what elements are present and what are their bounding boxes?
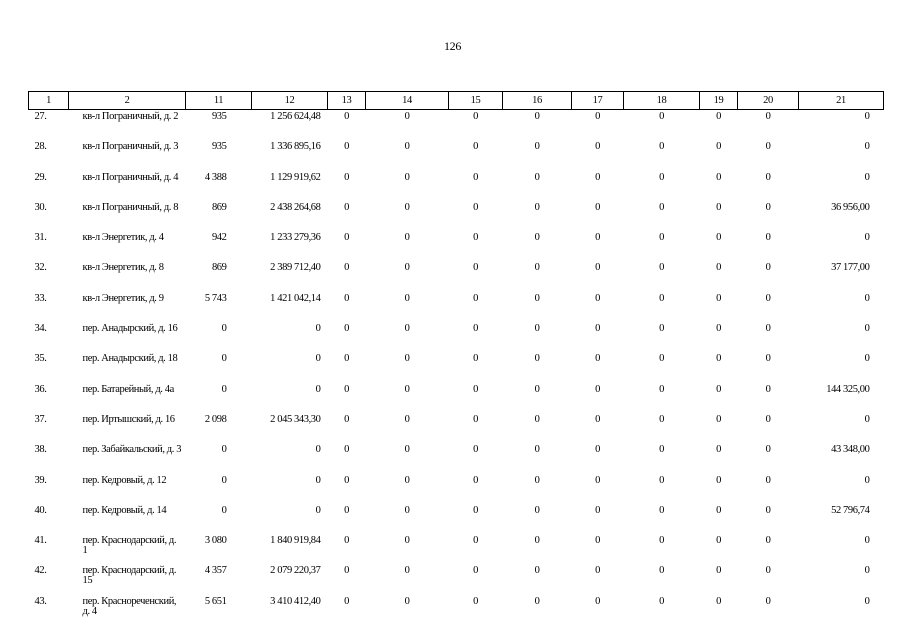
cell-col-12: 2 079 220,37 <box>270 565 321 577</box>
column-header: 20 <box>738 92 799 110</box>
cell-col-16: 0 <box>534 323 540 335</box>
cell-col-15: 0 <box>473 504 478 516</box>
table-row <box>29 261 884 291</box>
cell-col-11: 0 <box>221 323 227 335</box>
cell-col-12: 2 389 712,40 <box>270 262 321 274</box>
cell-col-20: 0 <box>765 232 771 244</box>
data-table <box>28 91 884 625</box>
table-row <box>29 231 884 261</box>
cell-col-13: 0 <box>344 353 349 365</box>
cell-col-14: 0 <box>404 595 410 607</box>
row-number: 34. <box>34 323 47 335</box>
cell-col-12: 1 421 042,14 <box>270 292 321 304</box>
header-row <box>29 92 884 110</box>
cell-col-12: 1 336 895,16 <box>270 141 321 153</box>
cell-col-16: 0 <box>534 413 540 425</box>
cell-col-19: 0 <box>716 292 721 304</box>
cell-col-11: 0 <box>221 504 227 516</box>
table-row <box>29 443 884 473</box>
cell-col-14: 0 <box>404 111 410 122</box>
cell-col-21: 36 956,00 <box>831 201 870 213</box>
address-cell: пер. Батарейный, д. 4а <box>82 383 174 395</box>
cell-col-20: 0 <box>765 201 771 213</box>
cell-col-21: 0 <box>864 595 870 607</box>
cell-col-11: 0 <box>221 353 227 365</box>
table-row <box>29 383 884 413</box>
cell-col-15: 0 <box>473 535 478 547</box>
cell-col-18: 0 <box>659 565 664 577</box>
cell-col-12: 0 <box>315 474 321 486</box>
cell-col-18: 0 <box>659 171 664 183</box>
cell-col-17: 0 <box>595 474 600 486</box>
cell-col-20: 0 <box>765 504 771 516</box>
cell-col-14: 0 <box>404 353 410 365</box>
address-cell: кв-л Пограничный, д. 8 <box>82 201 179 213</box>
row-number: 40. <box>34 504 47 516</box>
cell-col-14: 0 <box>404 474 410 486</box>
cell-col-21: 0 <box>864 292 870 304</box>
cell-col-18: 0 <box>659 323 664 335</box>
cell-col-13: 0 <box>344 474 349 486</box>
cell-col-14: 0 <box>404 565 410 577</box>
cell-col-15: 0 <box>473 444 478 456</box>
cell-col-17: 0 <box>595 535 600 547</box>
cell-col-15: 0 <box>473 171 478 183</box>
table-row <box>29 595 884 625</box>
table-row <box>29 534 884 564</box>
address-cell: пер. Краснореченский, д. 4 <box>82 595 177 617</box>
cell-col-11: 942 <box>211 232 227 244</box>
cell-col-13: 0 <box>344 504 349 516</box>
cell-col-17: 0 <box>595 565 600 577</box>
cell-col-18: 0 <box>659 444 664 456</box>
cell-col-12: 1 256 624,48 <box>270 111 321 122</box>
table-row <box>29 292 884 322</box>
cell-col-12: 1 233 279,36 <box>270 232 321 244</box>
row-number: 43. <box>34 595 47 607</box>
cell-col-20: 0 <box>765 141 771 153</box>
cell-col-13: 0 <box>344 444 349 456</box>
cell-col-21: 0 <box>864 413 870 425</box>
cell-col-12: 2 438 264,68 <box>270 201 321 213</box>
cell-col-11: 5 743 <box>204 292 227 304</box>
cell-col-19: 0 <box>716 595 721 607</box>
cell-col-16: 0 <box>534 171 540 183</box>
column-header: 15 <box>449 92 503 110</box>
column-header: 12 <box>252 92 328 110</box>
page-number: 126 <box>443 39 462 53</box>
cell-col-17: 0 <box>595 262 600 274</box>
cell-col-16: 0 <box>534 292 540 304</box>
cell-col-12: 0 <box>315 504 321 516</box>
cell-col-16: 0 <box>534 353 540 365</box>
cell-col-11: 2 098 <box>204 413 227 425</box>
cell-col-21: 52 796,74 <box>831 504 870 516</box>
column-header: 13 <box>328 92 366 110</box>
cell-col-12: 2 045 343,30 <box>270 413 321 425</box>
cell-col-12: 0 <box>315 383 321 395</box>
column-header: 11 <box>186 92 252 110</box>
cell-col-18: 0 <box>659 201 664 213</box>
cell-col-21: 0 <box>864 171 870 183</box>
cell-col-20: 0 <box>765 474 771 486</box>
cell-col-20: 0 <box>765 353 771 365</box>
cell-col-17: 0 <box>595 323 600 335</box>
cell-col-20: 0 <box>765 262 771 274</box>
cell-col-14: 0 <box>404 413 410 425</box>
cell-col-19: 0 <box>716 413 721 425</box>
row-number: 35. <box>34 353 47 365</box>
cell-col-18: 0 <box>659 353 664 365</box>
address-cell: пер. Анадырский, д. 16 <box>82 323 178 335</box>
table-row <box>29 474 884 504</box>
cell-col-20: 0 <box>765 595 771 607</box>
cell-col-21: 43 348,00 <box>831 444 870 456</box>
row-number: 36. <box>34 383 47 395</box>
table-row <box>29 564 884 594</box>
cell-col-13: 0 <box>344 232 349 244</box>
cell-col-21: 0 <box>864 565 870 577</box>
cell-col-14: 0 <box>404 383 410 395</box>
row-number: 39. <box>34 474 47 486</box>
cell-col-14: 0 <box>404 444 410 456</box>
cell-col-13: 0 <box>344 535 349 547</box>
address-cell: пер. Краснодарский, д. 1 <box>82 535 177 557</box>
cell-col-11: 4 357 <box>204 565 227 577</box>
address-cell: кв-л Энергетик, д. 9 <box>82 292 164 304</box>
cell-col-14: 0 <box>404 232 410 244</box>
cell-col-15: 0 <box>473 565 478 577</box>
table-row <box>29 352 884 382</box>
cell-col-16: 0 <box>534 565 540 577</box>
cell-col-17: 0 <box>595 504 600 516</box>
column-header: 14 <box>366 92 449 110</box>
row-number: 30. <box>34 201 47 213</box>
cell-col-18: 0 <box>659 474 664 486</box>
cell-col-13: 0 <box>344 111 349 122</box>
column-header: 16 <box>503 92 572 110</box>
cell-col-19: 0 <box>716 474 721 486</box>
cell-col-20: 0 <box>765 323 771 335</box>
row-number: 29. <box>34 171 47 183</box>
row-number: 37. <box>34 413 47 425</box>
cell-col-17: 0 <box>595 383 600 395</box>
table-row <box>29 504 884 534</box>
cell-col-21: 0 <box>864 232 870 244</box>
cell-col-21: 0 <box>864 323 870 335</box>
cell-col-13: 0 <box>344 171 349 183</box>
cell-col-11: 0 <box>221 383 227 395</box>
cell-col-19: 0 <box>716 504 721 516</box>
cell-col-15: 0 <box>473 323 478 335</box>
cell-col-15: 0 <box>473 232 478 244</box>
cell-col-19: 0 <box>716 262 721 274</box>
cell-col-14: 0 <box>404 504 410 516</box>
cell-col-17: 0 <box>595 413 600 425</box>
table-row <box>29 413 884 443</box>
cell-col-17: 0 <box>595 595 600 607</box>
cell-col-16: 0 <box>534 474 540 486</box>
cell-col-19: 0 <box>716 535 721 547</box>
row-number: 41. <box>34 535 47 547</box>
cell-col-21: 0 <box>864 111 870 122</box>
cell-col-17: 0 <box>595 141 600 153</box>
cell-col-21: 0 <box>864 474 870 486</box>
row-number: 38. <box>34 444 47 456</box>
column-header: 17 <box>572 92 624 110</box>
table-row <box>29 171 884 201</box>
table-header <box>29 92 884 110</box>
table-row <box>29 201 884 231</box>
column-header: 21 <box>799 92 884 110</box>
cell-col-11: 4 388 <box>204 171 227 183</box>
cell-col-12: 0 <box>315 353 321 365</box>
cell-col-20: 0 <box>765 171 771 183</box>
cell-col-13: 0 <box>344 565 349 577</box>
cell-col-16: 0 <box>534 535 540 547</box>
cell-col-21: 144 325,00 <box>826 383 870 395</box>
cell-col-13: 0 <box>344 323 349 335</box>
address-cell: кв-л Энергетик, д. 4 <box>82 232 164 244</box>
cell-col-13: 0 <box>344 201 349 213</box>
cell-col-11: 0 <box>221 444 227 456</box>
cell-col-14: 0 <box>404 262 410 274</box>
cell-col-15: 0 <box>473 383 478 395</box>
cell-col-14: 0 <box>404 171 410 183</box>
row-number: 27. <box>34 111 47 122</box>
cell-col-21: 0 <box>864 353 870 365</box>
cell-col-11: 869 <box>211 262 227 274</box>
cell-col-15: 0 <box>473 141 478 153</box>
cell-col-11: 0 <box>221 474 227 486</box>
cell-col-19: 0 <box>716 323 721 335</box>
cell-col-11: 3 080 <box>204 535 227 547</box>
cell-col-13: 0 <box>344 413 349 425</box>
cell-col-19: 0 <box>716 141 721 153</box>
row-number: 42. <box>34 565 47 577</box>
cell-col-13: 0 <box>344 141 349 153</box>
cell-col-17: 0 <box>595 171 600 183</box>
column-header: 1 <box>29 92 69 110</box>
address-cell: кв-л Пограничный, д. 2 <box>82 111 179 122</box>
cell-col-19: 0 <box>716 171 721 183</box>
address-cell: пер. Краснодарский, д. 15 <box>82 565 177 587</box>
cell-col-20: 0 <box>765 535 771 547</box>
address-cell: кв-л Пограничный, д. 4 <box>82 171 179 183</box>
cell-col-15: 0 <box>473 111 478 122</box>
cell-col-15: 0 <box>473 353 478 365</box>
cell-col-14: 0 <box>404 323 410 335</box>
cell-col-14: 0 <box>404 141 410 153</box>
cell-col-20: 0 <box>765 111 771 122</box>
address-cell: пер. Кедровый, д. 14 <box>82 504 167 516</box>
cell-col-16: 0 <box>534 504 540 516</box>
cell-col-18: 0 <box>659 141 664 153</box>
row-number: 31. <box>34 232 47 244</box>
address-cell: пер. Иртышский, д. 16 <box>82 413 175 425</box>
cell-col-11: 935 <box>211 141 227 153</box>
cell-col-16: 0 <box>534 111 540 122</box>
cell-col-15: 0 <box>473 262 478 274</box>
cell-col-17: 0 <box>595 201 600 213</box>
table-row <box>29 322 884 352</box>
cell-col-15: 0 <box>473 595 478 607</box>
cell-col-12: 0 <box>315 444 321 456</box>
cell-col-19: 0 <box>716 232 721 244</box>
cell-col-19: 0 <box>716 565 721 577</box>
table-row <box>29 140 884 170</box>
cell-col-12: 3 410 412,40 <box>270 595 321 607</box>
cell-col-18: 0 <box>659 232 664 244</box>
cell-col-11: 869 <box>211 201 227 213</box>
column-header: 2 <box>69 92 186 110</box>
cell-col-13: 0 <box>344 595 349 607</box>
cell-col-16: 0 <box>534 201 540 213</box>
column-header: 19 <box>700 92 738 110</box>
cell-col-11: 5 651 <box>204 595 227 607</box>
cell-col-18: 0 <box>659 535 664 547</box>
cell-col-18: 0 <box>659 383 664 395</box>
cell-col-17: 0 <box>595 353 600 365</box>
cell-col-13: 0 <box>344 262 349 274</box>
cell-col-14: 0 <box>404 535 410 547</box>
cell-col-18: 0 <box>659 292 664 304</box>
cell-col-15: 0 <box>473 201 478 213</box>
cell-col-18: 0 <box>659 595 664 607</box>
table-row <box>29 110 884 141</box>
cell-col-20: 0 <box>765 383 771 395</box>
cell-col-19: 0 <box>716 444 721 456</box>
cell-col-18: 0 <box>659 262 664 274</box>
cell-col-20: 0 <box>765 413 771 425</box>
row-number: 33. <box>34 292 47 304</box>
cell-col-19: 0 <box>716 111 721 122</box>
cell-col-21: 0 <box>864 535 870 547</box>
cell-col-14: 0 <box>404 201 410 213</box>
cell-col-19: 0 <box>716 353 721 365</box>
table-body <box>29 110 884 626</box>
cell-col-21: 0 <box>864 141 870 153</box>
address-cell: пер. Анадырский, д. 18 <box>82 353 178 365</box>
address-cell: пер. Кедровый, д. 12 <box>82 474 167 486</box>
cell-col-15: 0 <box>473 474 478 486</box>
cell-col-12: 0 <box>315 323 321 335</box>
cell-col-15: 0 <box>473 413 478 425</box>
cell-col-20: 0 <box>765 292 771 304</box>
cell-col-16: 0 <box>534 262 540 274</box>
cell-col-21: 37 177,00 <box>831 262 870 274</box>
cell-col-12: 1 129 919,62 <box>270 171 321 183</box>
row-number: 32. <box>34 262 47 274</box>
cell-col-19: 0 <box>716 201 721 213</box>
address-cell: кв-л Энергетик, д. 8 <box>82 262 164 274</box>
cell-col-12: 1 840 919,84 <box>270 535 321 547</box>
cell-col-16: 0 <box>534 444 540 456</box>
row-number: 28. <box>34 141 47 153</box>
cell-col-20: 0 <box>765 565 771 577</box>
cell-col-13: 0 <box>344 383 349 395</box>
cell-col-16: 0 <box>534 141 540 153</box>
column-header: 18 <box>624 92 700 110</box>
cell-col-17: 0 <box>595 444 600 456</box>
cell-col-18: 0 <box>659 413 664 425</box>
cell-col-16: 0 <box>534 383 540 395</box>
cell-col-14: 0 <box>404 292 410 304</box>
cell-col-15: 0 <box>473 292 478 304</box>
cell-col-19: 0 <box>716 383 721 395</box>
cell-col-16: 0 <box>534 595 540 607</box>
cell-col-20: 0 <box>765 444 771 456</box>
address-cell: кв-л Пограничный, д. 3 <box>82 141 179 153</box>
cell-col-16: 0 <box>534 232 540 244</box>
cell-col-13: 0 <box>344 292 349 304</box>
cell-col-18: 0 <box>659 504 664 516</box>
address-cell: пер. Забайкальский, д. 3 <box>82 444 182 456</box>
cell-col-17: 0 <box>595 292 600 304</box>
cell-col-11: 935 <box>211 111 227 122</box>
cell-col-17: 0 <box>595 232 600 244</box>
cell-col-17: 0 <box>595 111 600 122</box>
cell-col-18: 0 <box>659 111 664 122</box>
